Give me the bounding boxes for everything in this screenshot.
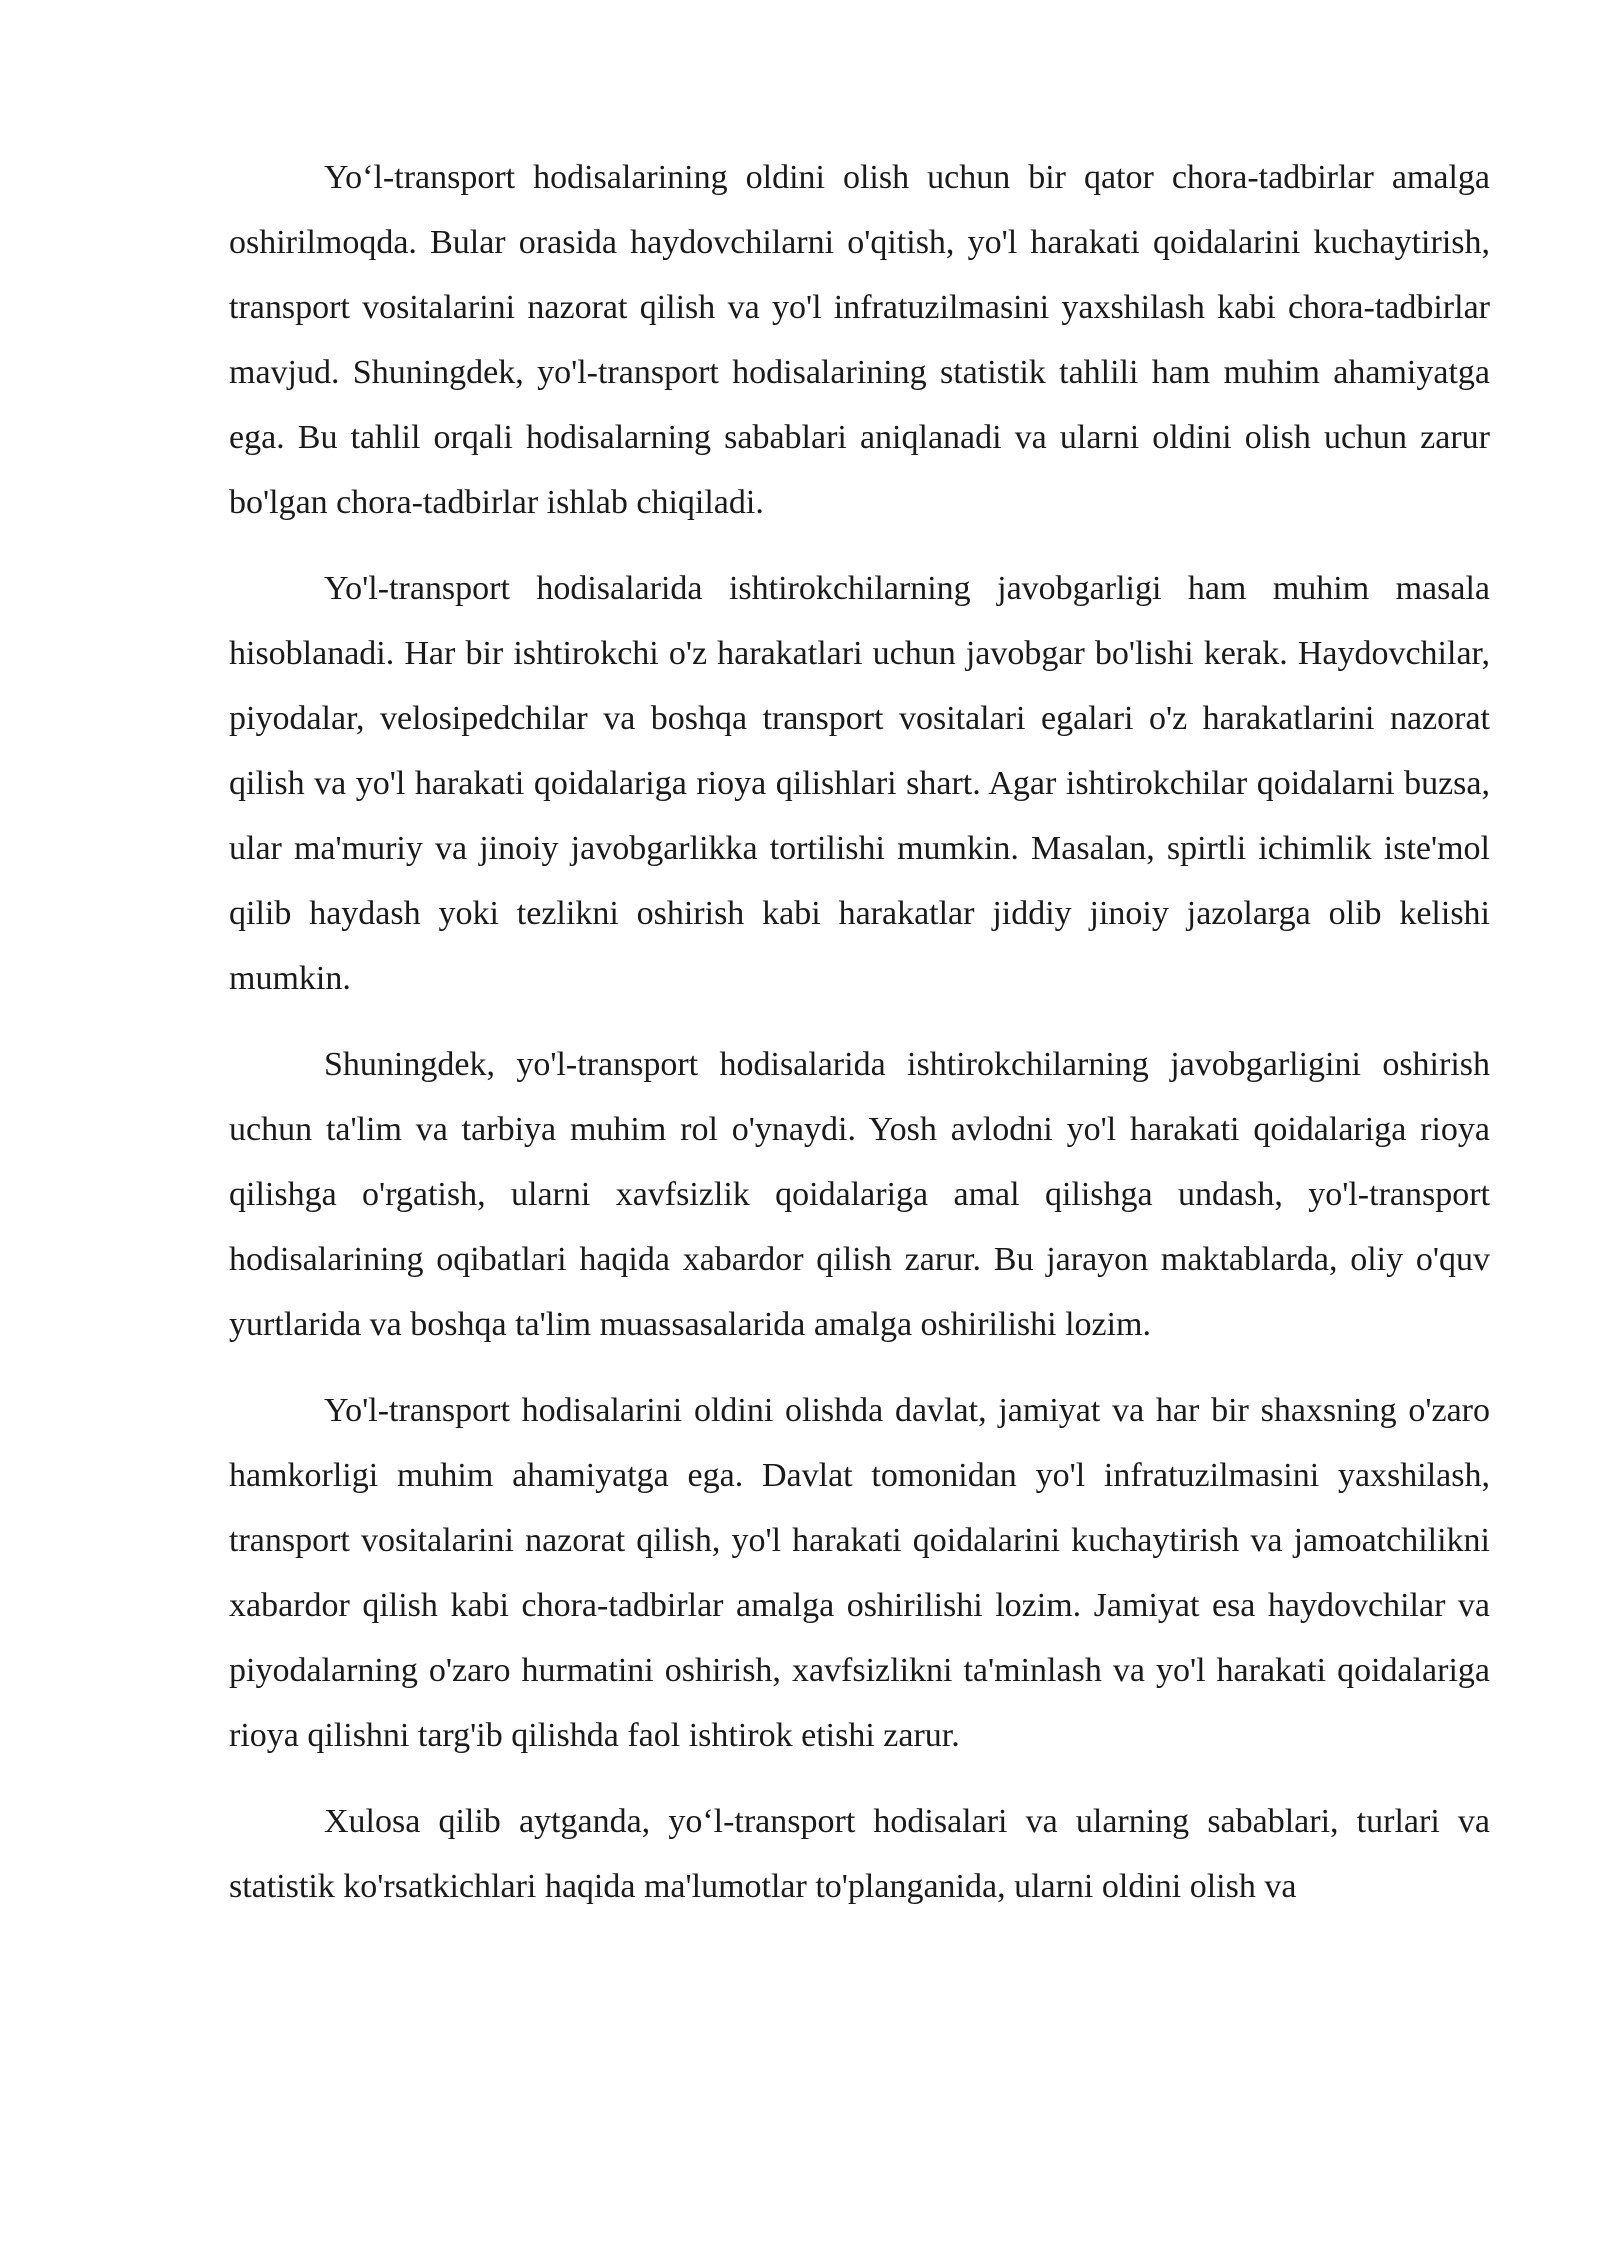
paragraph-state-society-cooperation: Yo'l-transport hodisalarini oldini olishda davlat, jamiyat va har bir shaxsning o'zaro hamkorligi muhim ahamiyatga ega. Davlat tomonidan yo'l infratuzilmasini yaxshilash, transport vositalarini nazorat qilish, yo'l harakati qoidalarini kuchaytirish va jamoatchilikni xabardor qilish kabi chora-tadbirlar amalga oshirilishi lozim. Jamiyat esa haydovchilar va piyodalarning o'zaro hurmatini oshirish, xavfsizlikni ta'minlash va yo'l harakati qoidalariga rioya qilishni targ'ib qilishda faol ishtirok etishi zarur. bbox=[229, 1392, 1490, 1754]
paragraph-education-role: Shuningdek, yo'l-transport hodisalarida ishtirokchilarning javobgarligini oshirish uchun ta'lim va tarbiya muhim rol o'ynaydi. Yosh avlodni yo'l harakati qoidalariga rioya qilishga o'rgatish, ularni xavfsizlik qoidalariga amal qilishga undash, yo'l-transport hodisalarining oqibatlari haqida xabardor qilish zarur. Bu jarayon maktablarda, oliy o'quv yurtlarida va boshqa ta'lim muassasalarida amalga oshirilishi lozim. bbox=[229, 1046, 1490, 1343]
paragraph-conclusion: Xulosa qilib aytganda, yo‘l-transport hodisalari va ularning sabablari, turlari va statistik ko'rsatkichlari haqida ma'lumotlar to'planganida, ularni oldini olish va bbox=[229, 1803, 1490, 1905]
paragraph-participant-responsibility: Yo'l-transport hodisalarida ishtirokchilarning javobgarligi ham muhim masala hisoblanadi. Har bir ishtirokchi o'z harakatlari uchun javobgar bo'lishi kerak. Haydovchilar, piyodalar, velosipedchilar va boshqa transport vositalari egalari o'z harakatlarini nazorat qilish va yo'l harakati qoidalariga rioya qilishlari shart. Agar ishtirokchilar qoidalarni buzsa, ular ma'muriy va jinoiy javobgarlikka tortilishi mumkin. Masalan, spirtli ichimlik iste'mol qilib haydash yoki tezlikni oshirish kabi harakatlar jiddiy jinoiy jazolarga olib kelishi mumkin. bbox=[229, 570, 1490, 997]
paragraph-prevention-measures: Yo‘l-transport hodisalarining oldini olish uchun bir qator chora-tadbirlar amalga oshirilmoqda. Bular orasida haydovchilarni o'qitish, yo'l harakati qoidalarini kuchaytirish, transport vositalarini nazorat qilish va yo'l infratuzilmasini yaxshilash kabi chora-tadbirlar mavjud. Shuningdek, yo'l-transport hodisalarining statistik tahlili ham muhim ahamiyatga ega. Bu tahlil orqali hodisalarning sabablari aniqlanadi va ularni oldini olish uchun zarur bo'lgan chora-tadbirlar ishlab chiqiladi. bbox=[229, 159, 1490, 521]
